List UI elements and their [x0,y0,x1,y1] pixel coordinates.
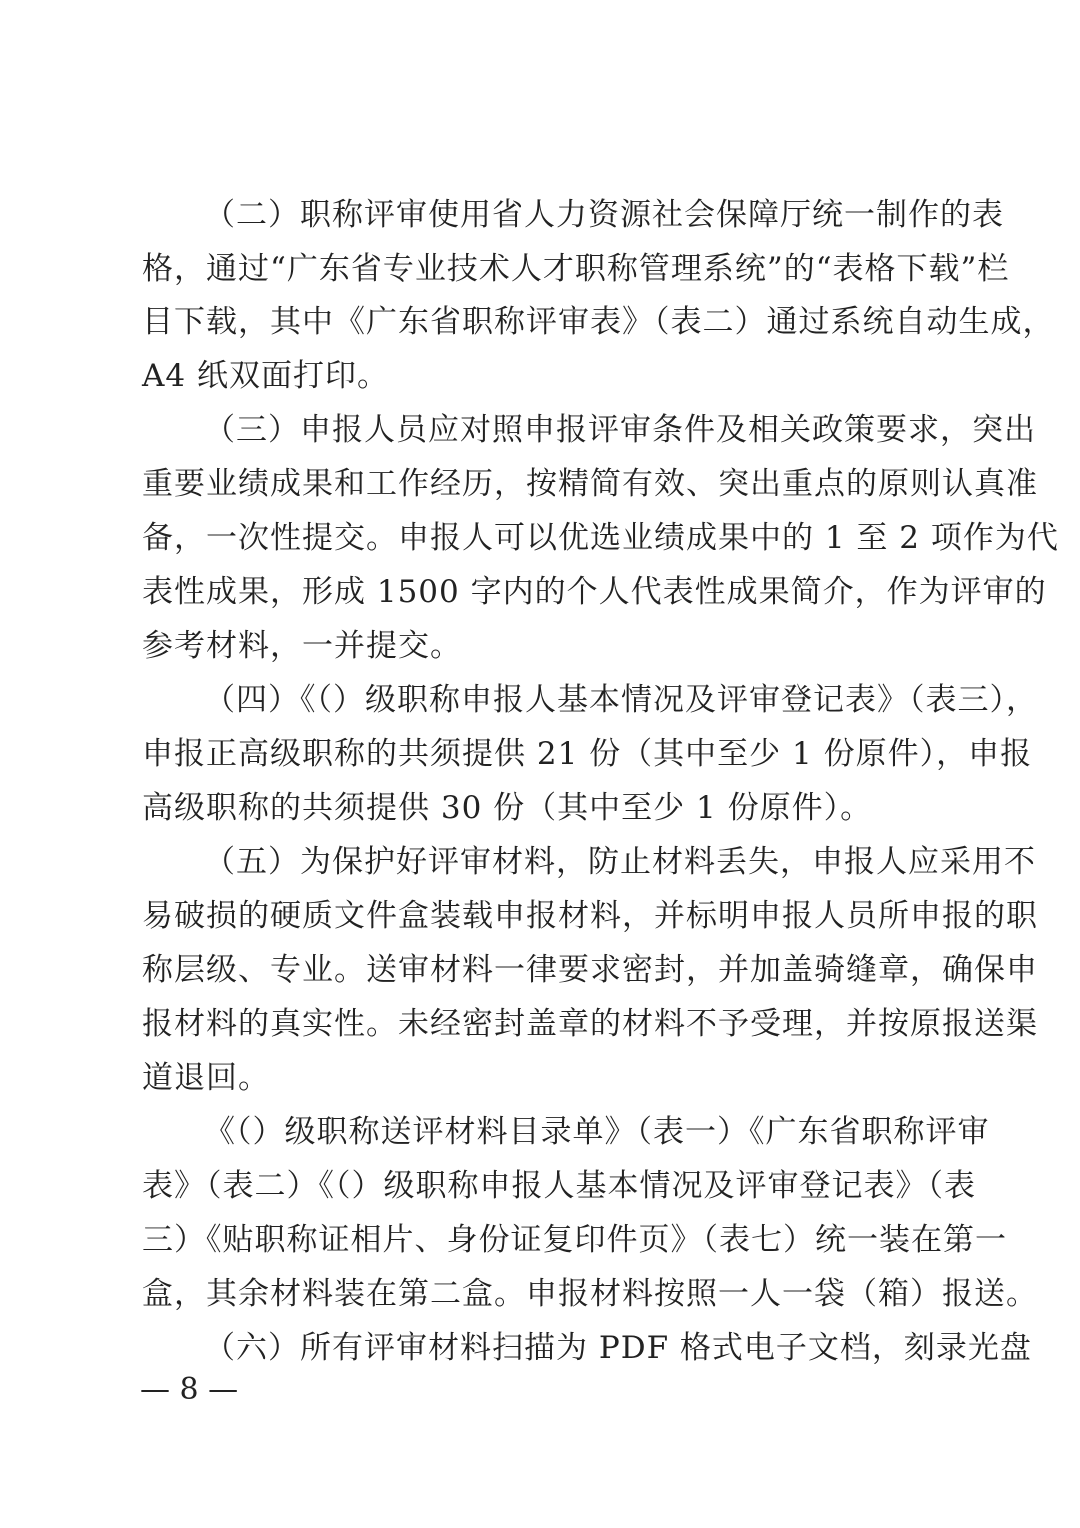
text-line: （五）为保护好评审材料，防止材料丢失，申报人应采用不 [204,844,1036,880]
text-line: 表》（表二）《（）级职称申报人基本情况及评审登记表》（表 [142,1168,976,1204]
page-number: — 8 — [140,1372,239,1407]
text-line: （四）《（）级职称申报人基本情况及评审登记表》（表三）， [204,682,1038,718]
text-line: 目下载，其中《广东省职称评审表》（表二）通过系统自动生成， [142,304,1055,340]
text-line: 申报正高级职称的共须提供 21 份（其中至少 1 份原件），申报 [142,736,1033,772]
text-line: 道退回。 [142,1060,270,1096]
text-line: 重要业绩成果和工作经历，按精简有效、突出重点的原则认真准 [142,466,1038,502]
text-line: 参考材料，一并提交。 [142,628,462,664]
text-line: （二）职称评审使用省人力资源社会保障厅统一制作的表 [204,197,1004,233]
text-line: 称层级、专业。送审材料一律要求密封，并加盖骑缝章，确保申 [142,952,1038,988]
text-line: 高级职称的共须提供 30 份（其中至少 1 份原件）。 [142,790,873,826]
text-line: （三）申报人员应对照申报评审条件及相关政策要求，突出 [204,412,1036,448]
text-line: 格，通过“广东省专业技术人才职称管理系统”的“表格下载”栏 [142,251,1010,287]
text-line: 表性成果，形成 1500 字内的个人代表性成果简介，作为评审的 [142,574,1047,610]
text-line: 盒，其余材料装在第二盒。申报材料按照一人一袋（箱）报送。 [142,1276,1038,1312]
text-line: 《（）级职称送评材料目录单》（表一）《广东省职称评审 [204,1114,990,1150]
text-line: 备，一次性提交。申报人可以优选业绩成果中的 1 至 2 项作为代 [142,520,1059,556]
text-line: 三）《贴职称证相片、身份证复印件页》（表七）统一装在第一 [142,1222,1007,1258]
text-line: A4 纸双面打印。 [142,358,389,394]
text-line: （六）所有评审材料扫描为 PDF 格式电子文档，刻录光盘 [204,1330,1032,1366]
text-line: 易破损的硬质文件盒装载申报材料，并标明申报人员所申报的职 [142,898,1038,934]
text-line: 报材料的真实性。未经密封盖章的材料不予受理，并按原报送渠 [142,1006,1038,1042]
